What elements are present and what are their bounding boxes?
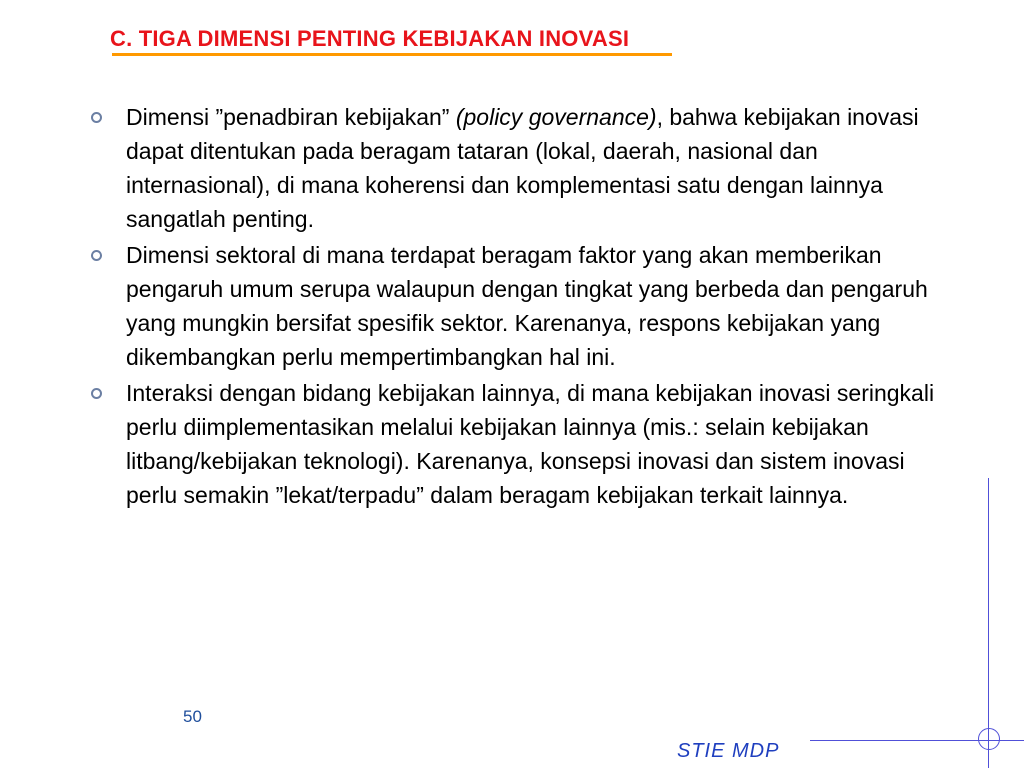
bullet-item — [88, 376, 948, 512]
bullet-text: Interaksi dengan bidang kebijakan lainnya, di mana kebijakan inovasi seringkali perlu diimplementasikan melalui kebijakan lainnya (mis.: selain kebijakan litbang/kebijakan teknologi). Karenanya, konsepsi inovasi dan sistem inovasi perlu semakin ”lekat/terpadu” dalam beragam kebijakan terkait lainnya. — [126, 380, 935, 508]
bullet-text — [126, 104, 919, 232]
decorative-circle — [978, 728, 1000, 750]
ring-bullet-icon — [91, 388, 102, 399]
bullet-list — [88, 100, 948, 514]
bullet-text-italic: (policy governance) — [455, 104, 657, 130]
footer-brand: STIE MDP — [677, 740, 780, 762]
ring-bullet-icon — [91, 250, 102, 261]
bullet-text: Dimensi sektoral di mana terdapat beragam faktor yang akan memberikan pengaruh umum serupa walaupun dengan tingkat yang berbeda dan pengaruh yang mungkin bersifat spesifik sektor. Karenanya, respons kebijakan yang dikembangkan perlu mempertimbangkan hal ini. — [126, 242, 928, 370]
decorative-vertical-line — [988, 478, 989, 768]
slide-title: C. TIGA DIMENSI PENTING KEBIJAKAN INOVASI — [110, 26, 630, 51]
title-underline — [112, 53, 672, 56]
bullet-item — [88, 238, 948, 374]
bullet-item — [88, 100, 948, 236]
bullet-text-start: Dimensi ”penadbiran kebijakan” — [126, 104, 456, 130]
page-number: 50 — [183, 707, 202, 726]
bullet-text-end: , bahwa kebijakan inovasi dapat ditentukan pada beragam tataran (lokal, daerah, nasional dan internasional), di mana koherensi dan komplementasi satu dengan lainnya sangatlah penting. — [126, 104, 919, 232]
ring-bullet-icon — [91, 112, 102, 123]
